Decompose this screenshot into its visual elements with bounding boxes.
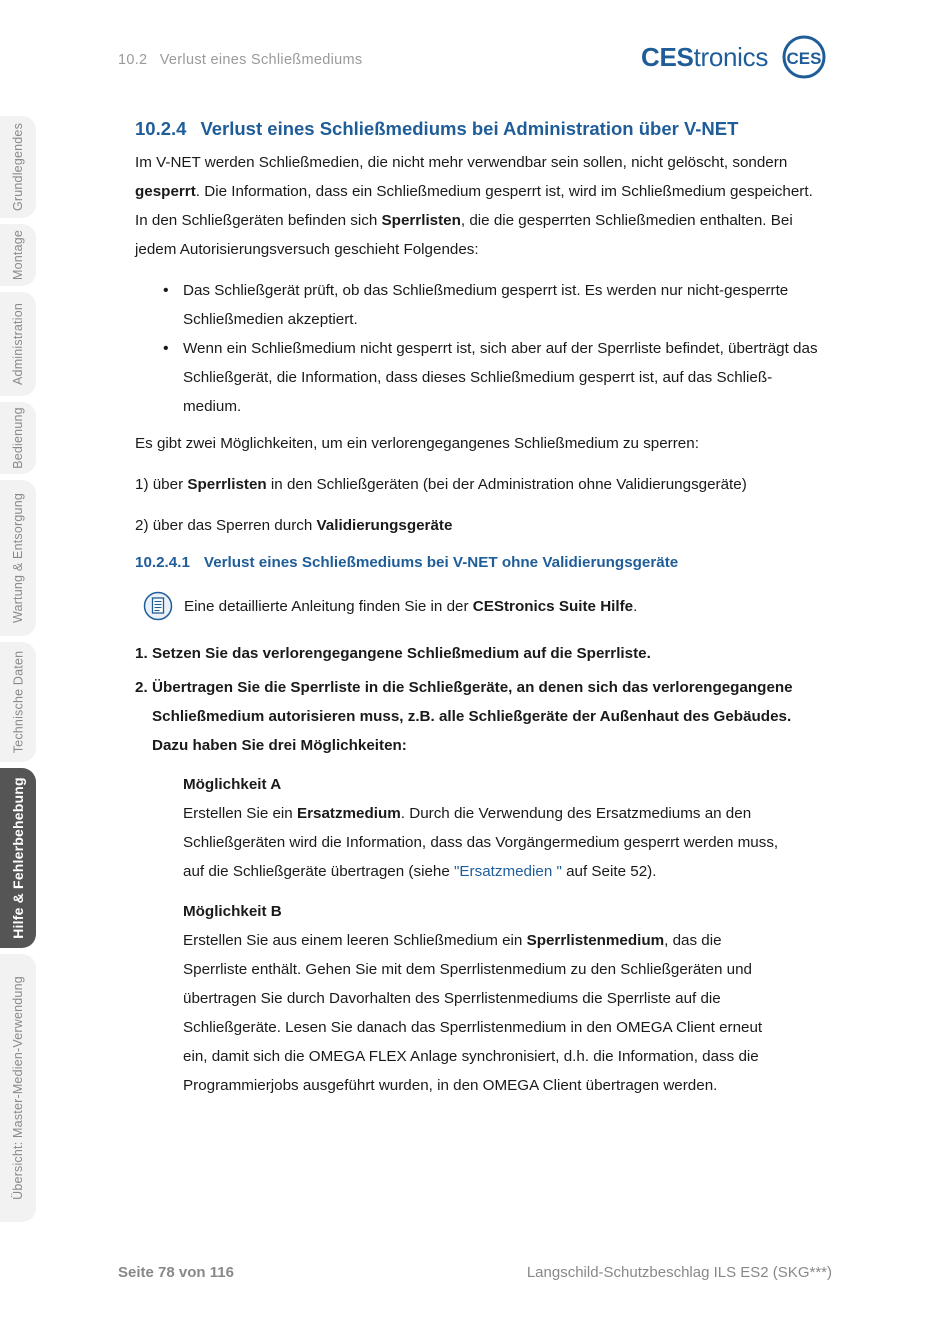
svg-text:CES: CES bbox=[786, 49, 822, 68]
list-item: • Wenn ein Schließmedium nicht gesperrt ist, sich aber auf der Sperrliste befindet, überträgt das Schließgerät, die Information, dass dieses Schließmedium gesperrt ist, auf das Schließ-medium. bbox=[135, 334, 825, 421]
moeglichkeit-b: Möglichkeit B Erstellen Sie aus einem leeren Schließmedium ein Sperrlistenmedium, das die Sperrliste enthält. Gehen Sie mit dem Sperrlistenmedium zu den Schließgeräten und übertragen Sie durch Davorhalten des Sperrlistenmediums die Sperrliste auf die Schließgeräte. Lesen Sie danach das Sperrlistenmedium in den OMEGA Client erneut ein, damit sich die OMEGA FLEX Anlage synchronisiert, d.h. die Information, dass die Programmierjobs ausgeführt wurden, in den OMEGA Client übertragen werden. bbox=[183, 897, 783, 1100]
section-heading-title: Verlust eines Schließmediums bei Administration über V-NET bbox=[200, 118, 739, 139]
product-name: Langschild-Schutzbeschlag ILS ES2 (SKG***) bbox=[526, 1264, 832, 1281]
option-1-line: 1) über Sperrlisten in den Schließgeräten (bei der Administration ohne Validierungsgeräte) bbox=[135, 476, 747, 493]
section-heading bbox=[135, 118, 738, 140]
tab-montage[interactable]: Montage bbox=[0, 224, 36, 286]
tab-hilfe-fehlerbehebung[interactable]: Hilfe & Fehlerbehebung bbox=[0, 768, 36, 948]
logo-badge-icon bbox=[782, 35, 826, 79]
section-heading-number: 10.2.4 bbox=[135, 118, 187, 139]
moeglichkeit-a-title: Möglichkeit A bbox=[183, 776, 282, 793]
tab-administration[interactable]: Administration bbox=[0, 292, 36, 396]
tab-wartung-entsorgung[interactable]: Wartung & Entsorgung bbox=[0, 480, 36, 636]
ersatzmedien-link[interactable]: "Ersatzmedien " bbox=[454, 863, 562, 880]
company-logo bbox=[641, 32, 826, 82]
option-2-line: 2) über das Sperren durch Validierungsgeräte bbox=[135, 517, 453, 534]
moeglichkeit-a: Möglichkeit A Erstellen Sie ein Ersatzmedium. Durch die Verwendung des Ersatzmediums an den Schließgeräten wird die Information, dass das Vorgängermedium gesperrt werden muss, auf die Schließgeräte übertragen (siehe "Ersatzmedien " auf Seite 52). bbox=[183, 770, 783, 886]
list-item: • Das Schließgerät prüft, ob das Schließmedium gesperrt ist. Es werden nur nicht-gesperrte Schließmedien akzeptiert. bbox=[135, 276, 825, 334]
intro-paragraph: Im V-NET werden Schließmedien, die nicht mehr verwendbar sein sollen, nicht gelöscht, sondern gesperrt. Die Information, dass ein Schließmedium gesperrt ist, wird im Schließmedium gespeichert. In den Schließgeräten befinden sich Sperrlisten, die die gesperrten Schließmedien enthalten. Bei jedem Autorisierungsversuch geschieht Folgendes: bbox=[135, 154, 813, 258]
tab-grundlegendes[interactable]: Grundlegendes bbox=[0, 116, 36, 218]
subsection-heading bbox=[135, 554, 678, 571]
page-number: Seite 78 von 116 bbox=[118, 1264, 234, 1281]
subsection-heading-title: Verlust eines Schließmediums bei V-NET ohne Validierungsgeräte bbox=[203, 554, 679, 571]
step-item: 2. Übertragen Sie die Sperrliste in die Schließgeräte, an denen sich das verlorengegangene Schließmedium autorisieren muss, z.B. alle Schließgeräte der Außenhaut des Gebäudes. Dazu haben Sie drei Möglichkeiten: bbox=[135, 679, 793, 754]
running-header-number: 10.2 bbox=[118, 52, 148, 68]
chapter-tabs bbox=[0, 0, 40, 1343]
two-options-paragraph: Es gibt zwei Möglichkeiten, um ein verlorengegangenes Schließmedium zu sperren: bbox=[135, 435, 699, 452]
moeglichkeit-b-title: Möglichkeit B bbox=[183, 903, 282, 920]
running-header-title: Verlust eines Schließmediums bbox=[159, 52, 363, 68]
subsection-heading-number: 10.2.4.1 bbox=[135, 554, 190, 571]
tab-master-medien[interactable]: Übersicht: Master-Medien-Verwendung bbox=[0, 954, 36, 1222]
tab-bedienung[interactable]: Bedienung bbox=[0, 402, 36, 474]
step-item: 1. Setzen Sie das verlorengegangene Schließmedium auf die Sperrliste. bbox=[135, 645, 651, 662]
running-header bbox=[118, 52, 362, 68]
document-note-icon bbox=[143, 591, 173, 621]
help-note: Eine detaillierte Anleitung finden Sie in der CEStronics Suite Hilfe. bbox=[143, 591, 637, 621]
logo-wordmark: CEStronics bbox=[641, 41, 769, 72]
steps-list bbox=[135, 639, 825, 760]
tab-technische-daten[interactable]: Technische Daten bbox=[0, 642, 36, 762]
bullet-list bbox=[135, 276, 825, 421]
